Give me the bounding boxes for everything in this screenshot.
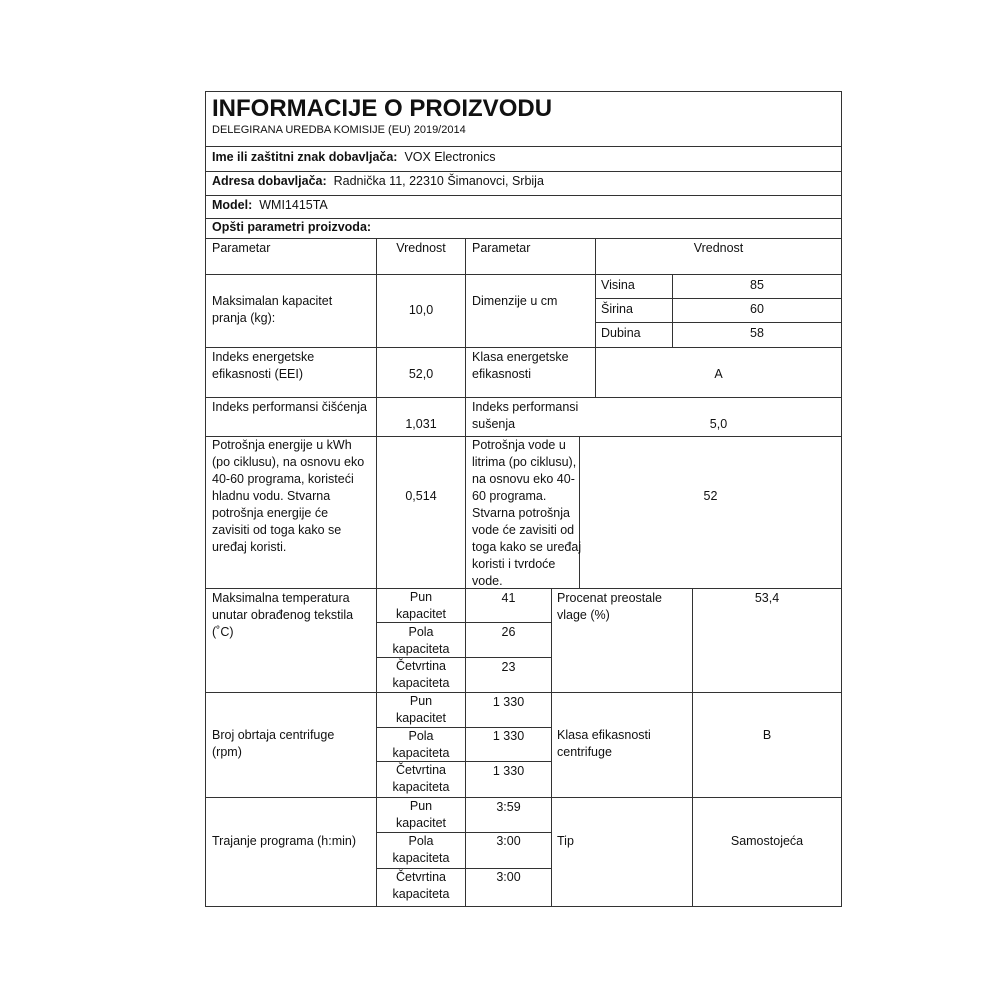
model-label: Model: — [212, 198, 253, 212]
temperature-label: Maksimalna temperatura unutar obrađenog tekstila (˚C) — [212, 591, 354, 639]
duration-quarter-load-value: 3:00 — [496, 870, 521, 884]
temp-full-load-label: Pun kapacitet — [395, 590, 447, 621]
rule — [206, 397, 841, 398]
duration-half-load-value: 3:00 — [496, 834, 521, 848]
col-header-param-2: Parametar — [472, 241, 531, 255]
drying-index-value: 5,0 — [709, 417, 728, 431]
rule — [465, 238, 466, 588]
drying-index-label: Indeks performansi sušenja — [472, 400, 579, 431]
supplier-address-row — [212, 173, 544, 190]
eei-label: Indeks energetske efikasnosti (EEI) — [212, 350, 315, 381]
rule — [206, 146, 841, 147]
moisture-value: 53,4 — [754, 591, 780, 605]
col-header-value-2: Vrednost — [693, 241, 744, 255]
temp-quarter-load-value: 23 — [501, 660, 516, 674]
supplier-address-label: Adresa dobavljača: — [212, 174, 327, 188]
col-header-value-1: Vrednost — [396, 241, 446, 255]
rule — [206, 238, 841, 239]
water-consumption-label: Potrošnja vode u litrima (po ciklusu), na osnovu eko 40- 60 programa. Stvarna potrošnja vode će zavisiti od toga kako se uređaj koristi i tvrdoće vode. — [472, 438, 582, 588]
width-label: Širina — [601, 302, 633, 316]
supplier-name-row — [212, 149, 495, 166]
general-params-heading: Opšti parametri proizvoda: — [212, 220, 372, 234]
type-value: Samostojeća — [730, 834, 804, 848]
depth-label: Dubina — [601, 326, 641, 340]
width-value: 60 — [750, 302, 764, 316]
energy-consumption-label: Potrošnja energije u kWh (po ciklusu), na osnovu eko 40-60 programa, koristeći hladnu vodu. Stvarna potrošnja energije će zavisiti od toga kako se uređaj koristi. — [212, 438, 365, 554]
temp-full-load-value: 41 — [501, 591, 516, 605]
rule — [551, 588, 552, 906]
cleaning-index-label: Indeks performansi čišćenja — [212, 400, 367, 414]
spin-quarter-load-value: 1 330 — [492, 764, 525, 778]
supplier-name-value: VOX Electronics — [404, 150, 496, 164]
duration-half-load-label: Pola kapaciteta — [392, 834, 450, 865]
energy-consumption-value: 0,514 — [405, 489, 437, 503]
program-duration-label: Trajanje programa (h:min) — [212, 834, 357, 848]
cleaning-index-value: 1,031 — [405, 417, 437, 431]
rule — [376, 238, 377, 588]
temp-half-load-value: 26 — [501, 625, 516, 639]
rule — [595, 322, 841, 323]
spin-quarter-load-label: Četvrtina kapaciteta — [392, 763, 450, 794]
energy-class-value: A — [714, 367, 723, 381]
dimensions-label: Dimenzije u cm — [472, 294, 558, 308]
capacity-label: Maksimalan kapacitet pranja (kg): — [212, 294, 333, 325]
spin-half-load-label: Pola kapaciteta — [392, 729, 450, 760]
height-label: Visina — [601, 278, 635, 292]
spin-class-value: B — [762, 728, 772, 742]
page-title: INFORMACIJE O PROIZVODU — [212, 95, 553, 122]
spin-full-load-value: 1 330 — [492, 695, 525, 709]
spin-full-load-label: Pun kapacitet — [395, 694, 447, 725]
moisture-label: Procenat preostale vlage (%) — [557, 591, 662, 622]
duration-quarter-load-label: Četvrtina kapaciteta — [392, 870, 450, 901]
supplier-name-label: Ime ili zaštitni znak dobavljača: — [212, 150, 398, 164]
supplier-address-value: Radnička 11, 22310 Šimanovci, Srbija — [333, 174, 544, 188]
rule — [595, 298, 841, 299]
product-info-sheet — [205, 91, 842, 907]
rule — [692, 588, 693, 906]
duration-full-load-value: 3:59 — [496, 800, 521, 814]
model-row — [212, 197, 328, 214]
rule — [206, 274, 841, 275]
spin-half-load-value: 1 330 — [492, 729, 525, 743]
water-consumption-value: 52 — [703, 489, 718, 503]
capacity-value: 10,0 — [408, 303, 434, 317]
duration-full-load-label: Pun kapacitet — [395, 799, 447, 830]
model-value: WMI1415TA — [259, 198, 328, 212]
spin-class-label: Klasa efikasnosti centrifuge — [557, 728, 651, 759]
energy-class-label: Klasa energetske efikasnosti — [472, 350, 569, 381]
rule — [206, 171, 841, 172]
eei-value: 52,0 — [408, 367, 434, 381]
temp-half-load-label: Pola kapaciteta — [392, 625, 450, 656]
type-label: Tip — [557, 834, 574, 848]
height-value: 85 — [750, 278, 764, 292]
depth-value: 58 — [750, 326, 764, 340]
rule — [206, 692, 841, 693]
rule — [206, 797, 841, 798]
rule — [206, 195, 841, 196]
temp-quarter-load-label: Četvrtina kapaciteta — [392, 659, 450, 690]
col-header-param-1: Parametar — [212, 241, 271, 255]
rule — [206, 347, 841, 348]
regulation-subtitle: DELEGIRANA UREDBA KOMISIJE (EU) 2019/2014 — [212, 124, 466, 136]
spin-speed-label: Broj obrtaja centrifuge (rpm) — [212, 728, 335, 759]
